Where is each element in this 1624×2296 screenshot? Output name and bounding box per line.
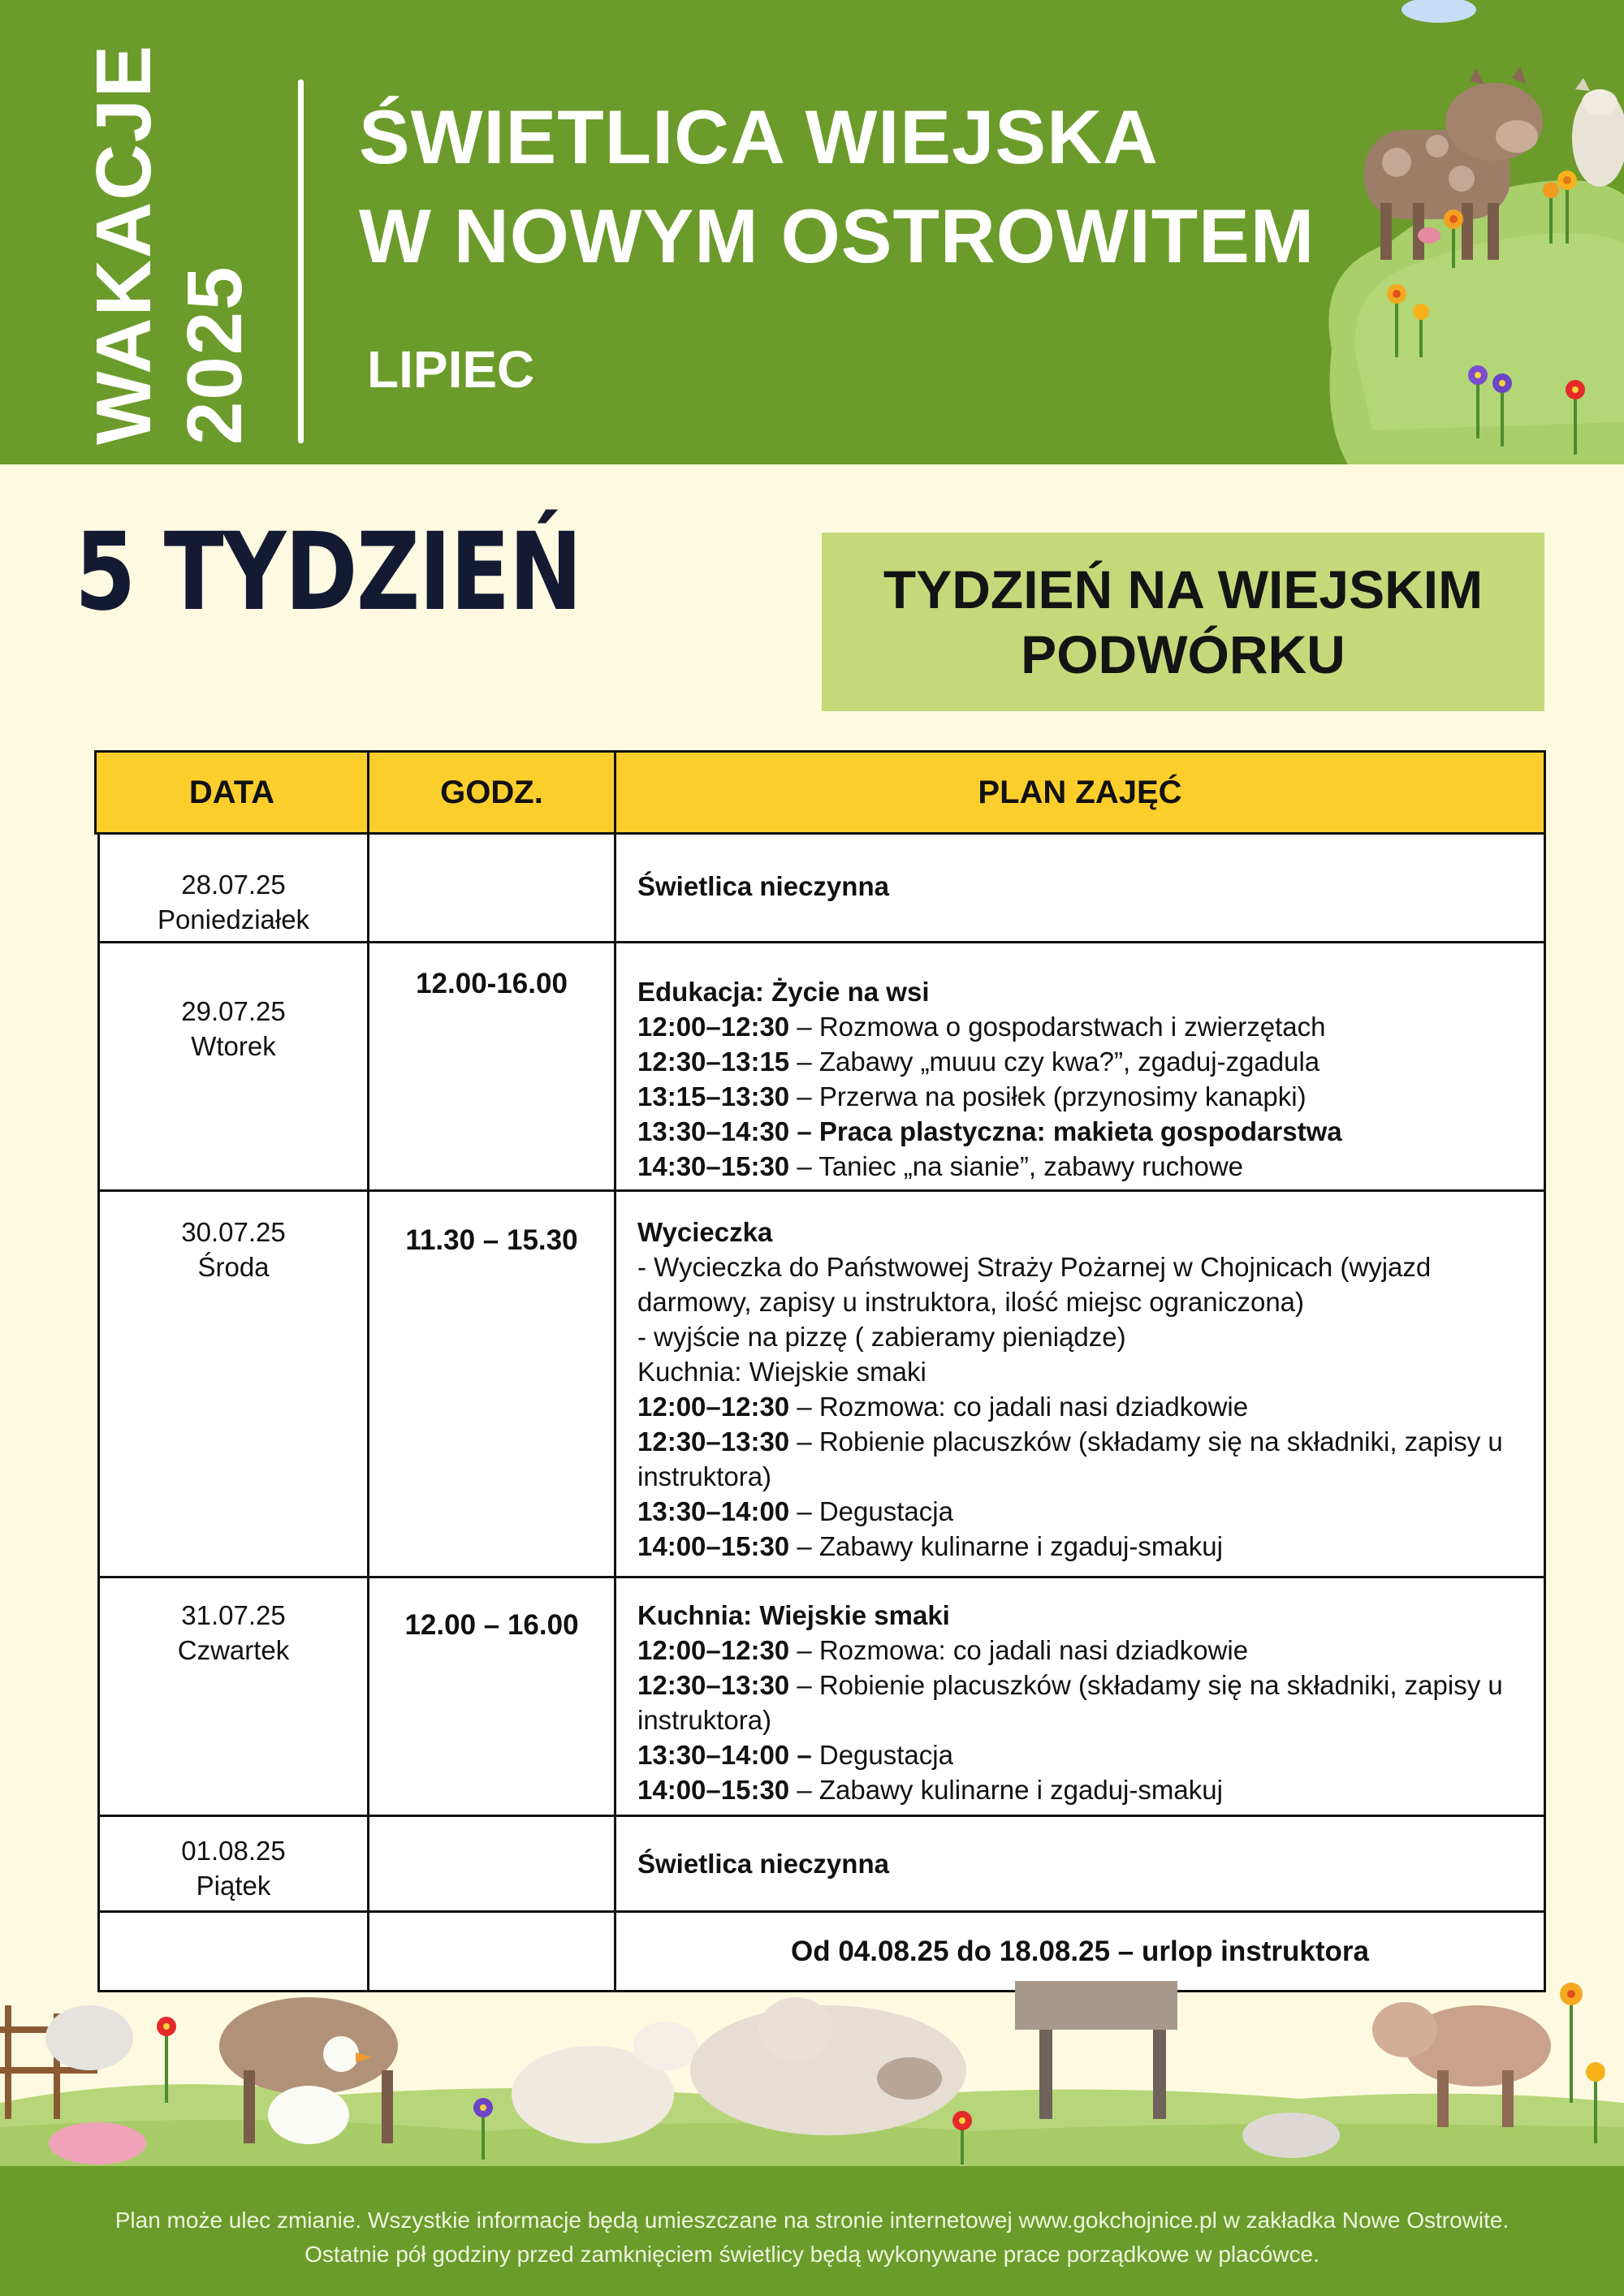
plan-line-text: - wyjście na pizzę ( zabieramy pieniądze) <box>637 1322 1126 1352</box>
plan-line-bold: Świetlica nieczynna <box>637 871 889 901</box>
date-value: 30.07.25 <box>181 1217 286 1247</box>
plan-line <box>637 1529 1522 1564</box>
plan-line-bold: 12:00–12:30 <box>637 1635 790 1665</box>
footer-note <box>0 2166 1624 2296</box>
date-value: 31.07.25 <box>181 1600 286 1630</box>
plan-line <box>637 1598 1522 1633</box>
plan-line <box>637 1389 1522 1424</box>
page-title-line2: W NOWYM OSTROWITEM <box>359 193 1315 278</box>
date-value: 29.07.25 <box>181 996 286 1026</box>
month-label: LIPIEC <box>367 340 535 399</box>
plan-line-text: – Rozmowa: co jadali nasi dziadkowie <box>789 1392 1249 1422</box>
date-cell <box>100 835 369 941</box>
table-row <box>100 1817 1544 1913</box>
plan-line-bold: 13:30–14:00 <box>637 1496 790 1526</box>
hours-cell: 11.30 – 15.30 <box>369 1192 616 1576</box>
plan-line-bold: 12:00–12:30 <box>637 1392 790 1422</box>
plan-line-text: – Przerwa na posiłek (przynosimy kanapki) <box>789 1081 1307 1111</box>
farm-animals-illustration <box>0 1981 1624 2168</box>
vertical-label-wakacje: WAKACJE <box>80 43 167 445</box>
hours-cell: 12.00 – 16.00 <box>369 1578 616 1815</box>
plan-cell <box>616 1192 1544 1576</box>
week-theme-line1: TYDZIEŃ NA WIEJSKIM <box>883 559 1484 619</box>
hours-cell <box>369 1913 616 1990</box>
plan-line-text: Degustacja <box>811 1740 953 1770</box>
hours-cell <box>369 1817 616 1910</box>
plan-line-bold: 14:00–15:30 <box>637 1775 790 1805</box>
column-header-hours: GODZ. <box>369 753 616 832</box>
date-cell <box>100 943 369 1189</box>
plan-line-bold: 12:30–13:30 <box>637 1426 790 1457</box>
plan-line-bold: 14:00–15:30 <box>637 1531 790 1561</box>
plan-line-bold: Od 04.08.25 do 18.08.25 – urlop instruktora <box>791 1936 1369 1967</box>
plan-line-text: – Zabawy „muuu czy kwa?”, zgaduj-zgadula <box>789 1047 1320 1077</box>
weekday-value: Wtorek <box>191 1031 276 1061</box>
plan-line <box>637 1737 1522 1772</box>
plan-line <box>637 1668 1522 1737</box>
farm-cow-illustration <box>1299 0 1624 464</box>
table-row <box>100 1578 1544 1817</box>
plan-line-bold: 13:30–14:30 – Praca plastyczna: makieta gospodarstwa <box>637 1116 1342 1146</box>
table-body <box>97 835 1546 1992</box>
plan-cell <box>616 1913 1544 1990</box>
plan-line-bold: 13:30–14:00 – <box>637 1740 812 1770</box>
plan-line-bold: Świetlica nieczynna <box>637 1849 889 1879</box>
weekday-value: Środa <box>197 1252 270 1282</box>
plan-line-text: – Rozmowa: co jadali nasi dziadkowie <box>789 1635 1249 1665</box>
weekday-value: Czwartek <box>177 1635 290 1665</box>
week-label: 5 TYDZIEŃ <box>75 510 581 635</box>
plan-line <box>637 1079 1522 1114</box>
header-divider <box>298 80 304 443</box>
plan-cell <box>616 943 1544 1189</box>
hours-cell: 12.00-16.00 <box>369 943 616 1189</box>
table-row <box>100 835 1544 943</box>
date-cell <box>100 1192 369 1576</box>
plan-cell <box>616 835 1544 941</box>
page-title <box>359 88 1315 286</box>
vertical-label-year: 2025 <box>171 265 258 445</box>
date-cell <box>100 1578 369 1815</box>
plan-line-text: – Taniec „na sianie”, zabawy ruchowe <box>789 1151 1244 1181</box>
plan-line-text: Kuchnia: Wiejskie smaki <box>637 1357 926 1387</box>
plan-line-text: – Degustacja <box>789 1496 953 1526</box>
plan-line <box>637 1494 1522 1529</box>
date-value: 28.07.25 <box>181 870 286 900</box>
plan-line <box>637 1149 1522 1184</box>
plan-line <box>637 1009 1522 1044</box>
vertical-label <box>0 0 258 464</box>
plan-line <box>637 1424 1522 1494</box>
date-cell <box>100 1913 369 1990</box>
plan-line <box>637 1354 1522 1389</box>
plan-line-text: - Wycieczka do Państwowej Straży Pożarnej w Chojnicach (wyjazd darmowy, zapisy u instruktora, ilość miejsc ograniczona) <box>637 1252 1432 1317</box>
week-theme-box <box>822 533 1544 711</box>
plan-line <box>637 1249 1522 1319</box>
plan-line-text: – Zabawy kulinarne i zgaduj-smakuj <box>789 1775 1223 1805</box>
plan-line <box>637 1934 1522 1969</box>
footer-line1: Plan może ulec zmianie. Wszystkie informacje będą umieszczane na stronie internetowej www.gokchojnice.pl w zakładka Nowe Ostrowite. <box>114 2208 1510 2233</box>
footer-line2: Ostatnie pół godziny przed zamknięciem świetlicy będą wykonywane prace porządkowe w placówce. <box>304 2242 1320 2267</box>
plan-line <box>637 1633 1522 1668</box>
plan-line-bold: 12:30–13:30 <box>637 1670 790 1700</box>
plan-line <box>637 1215 1522 1249</box>
page-title-line1: ŚWIETLICA WIEJSKA <box>359 94 1159 179</box>
weekday-value: Piątek <box>196 1871 271 1901</box>
plan-line-bold: 14:30–15:30 <box>637 1151 790 1181</box>
date-value: 01.08.25 <box>181 1836 286 1866</box>
hours-cell <box>369 835 616 941</box>
plan-line-text: – Zabawy kulinarne i zgaduj-smakuj <box>789 1531 1223 1561</box>
table-row <box>100 943 1544 1192</box>
plan-cell <box>616 1817 1544 1910</box>
plan-line-bold: Edukacja: Życie na wsi <box>637 977 930 1007</box>
schedule-table <box>94 750 1546 1992</box>
table-row <box>100 1192 1544 1578</box>
week-theme-line2: PODWÓRKU <box>1021 624 1345 684</box>
weekday-value: Poniedziałek <box>157 904 310 934</box>
plan-line <box>637 1044 1522 1079</box>
plan-line-text: – Robienie placuszków (składamy się na składniki, zapisy u instruktora) <box>637 1426 1503 1491</box>
plan-line-text: – Robienie placuszków (składamy się na składniki, zapisy u instruktora) <box>637 1670 1503 1735</box>
header-banner <box>0 0 1624 464</box>
plan-line-text: – Rozmowa o gospodarstwach i zwierzętach <box>789 1012 1326 1042</box>
plan-line <box>637 1114 1522 1149</box>
plan-line <box>637 1846 1522 1881</box>
plan-line-bold: 13:15–13:30 <box>637 1081 790 1111</box>
plan-line-bold: 12:00–12:30 <box>637 1012 790 1042</box>
plan-line <box>637 974 1522 1009</box>
plan-line <box>637 869 1522 904</box>
plan-line-bold: 12:30–13:15 <box>637 1047 790 1077</box>
plan-line <box>637 1319 1522 1354</box>
table-header-row <box>94 750 1546 835</box>
plan-line <box>637 1772 1522 1807</box>
plan-line-bold: Wycieczka <box>637 1217 773 1247</box>
plan-line-bold: Kuchnia: Wiejskie smaki <box>637 1600 950 1630</box>
date-cell <box>100 1817 369 1910</box>
plan-cell <box>616 1578 1544 1815</box>
column-header-date: DATA <box>97 753 369 832</box>
column-header-plan: PLAN ZAJĘĆ <box>978 774 1182 810</box>
